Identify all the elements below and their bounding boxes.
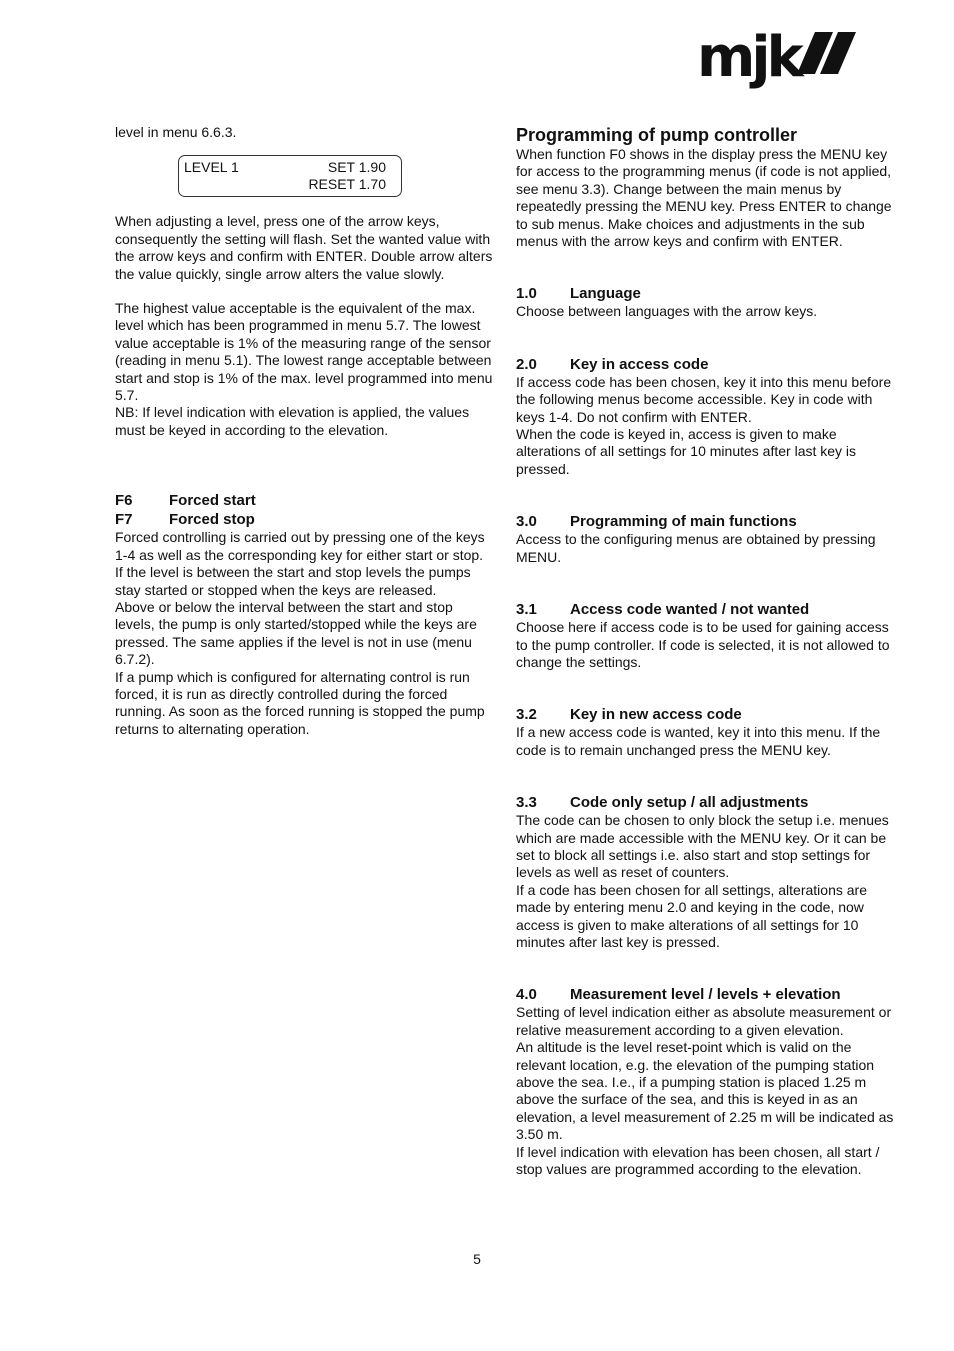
logo-text: mjk <box>697 26 800 90</box>
lcd-level: LEVEL 1 <box>184 159 239 176</box>
section-title: Key in new access code <box>570 706 742 724</box>
section-heading-3-2 <box>516 705 896 724</box>
section-number: F7 <box>115 511 133 529</box>
paragraph: Above or below the interval between the start and stop levels, the pump is only started/stopped while the keys are pressed. The same applies if the level is not in use (menu 6.7.2). <box>115 598 477 668</box>
section-title: Access code wanted / not wanted <box>570 601 810 619</box>
paragraph: If the level is between the start and stop levels the pumps stay started or stopped when the keys are released. <box>115 564 471 598</box>
paragraph: Setting of level indication either as absolute measurement or relative measurement according to a given elevation. <box>516 1004 892 1038</box>
lcd-display <box>178 155 402 197</box>
section-number: 3.0 <box>516 513 537 531</box>
section-title: Language <box>570 285 641 303</box>
paragraph: NB: If level indication with elevation is applied, the values must be keyed in according to the elevation. <box>115 404 470 438</box>
section-title: Key in access code <box>570 355 709 373</box>
paragraph: If a new access code is wanted, key it into this menu. If the code is to remain unchanged press the MENU key. <box>516 724 881 758</box>
paragraph: When adjusting a level, press one of the arrow keys, consequently the setting will flash. Set the wanted value with the arrow keys and confirm with ENTER. Double arrow alters the value quickly, single arrow alters the value slowly. <box>115 213 493 282</box>
lcd-set: SET 1.90 <box>327 159 386 176</box>
page-heading: Programming of pump controller <box>516 125 798 145</box>
paragraph: The highest value acceptable is the equivalent of the max. level which has been programmed in menu 5.7. The lowest value acceptable is 1% of the measuring range of the sensor (reading in menu 5.1). The lowest range acceptable between start and stop is 1% of the max. level programmed into menu 5.7. <box>115 300 493 404</box>
section-heading-f7 <box>115 510 495 529</box>
section-title: Measurement level / levels + elevation <box>570 986 841 1004</box>
paragraph: The code can be chosen to only block the setup i.e. menues which are made accessible with the MENU key. Or it can be set to block all settings i.e. also start and stop settings for levels as well as reset of counters. <box>516 812 889 881</box>
paragraph: If a code has been chosen for all settings, alterations are made by entering menu 2.0 and keying in the code, now access is given to make alterations of all settings for 10 minutes after last key is pressed. <box>516 881 867 950</box>
section-number: 3.1 <box>516 601 537 619</box>
paragraph: If level indication with elevation has been chosen, all start / stop values are programmed according to the elevation. <box>516 1143 880 1178</box>
paragraph: If a pump which is configured for alternating control is run forced, it is run as directly controlled during the forced running. As soon as the forced running is stopped the pump returns to alternating operation. <box>115 668 485 737</box>
page-number: 5 <box>473 1251 481 1267</box>
section-title: Code only setup / all adjustments <box>570 794 809 812</box>
section-number: 4.0 <box>516 986 537 1004</box>
section-heading-4-0 <box>516 985 896 1004</box>
paragraph: Choose here if access code is to be used for gaining access to the pump controller. If code is selected, it is not allowed to change the settings. <box>516 619 890 670</box>
paragraph: When function F0 shows in the display press the MENU key for access to the programming menus (if code is not applied, see menu 3.3). Change between the main menus by repeatedly pressing the MENU key. Press ENTER to change to sub menus. Make choices and adjustments in the sub menus with the arrow keys and confirm with ENTER. <box>516 146 892 250</box>
section-title: Programming of main functions <box>570 513 797 531</box>
section-heading-3-3 <box>516 793 896 812</box>
section-heading-2-0 <box>516 355 896 374</box>
section-heading-f6 <box>115 491 495 510</box>
section-title: Forced start <box>169 492 256 510</box>
intro-text: level in menu 6.6.3. <box>115 124 237 140</box>
section-number: F6 <box>115 492 133 510</box>
section-number: 2.0 <box>516 355 537 373</box>
lcd-reset: RESET 1.70 <box>308 176 386 193</box>
paragraph: Forced controlling is carried out by pressing one of the keys 1-4 as well as the corresponding key for either start or stop. <box>115 529 485 563</box>
section-number: 3.3 <box>516 794 537 812</box>
section-number: 3.2 <box>516 706 537 724</box>
section-heading-3-1 <box>516 600 896 619</box>
paragraph: Access to the configuring menus are obtained by pressing MENU. <box>516 531 876 565</box>
right-column <box>516 124 896 1178</box>
paragraph: Choose between languages with the arrow keys. <box>516 303 818 320</box>
paragraph: If access code has been chosen, key it into this menu before the following menus become accessible. Key in code with keys 1-4. Do not confirm with ENTER. <box>516 373 892 425</box>
paragraph: An altitude is the level reset-point which is valid on the relevant location, e.g. the elevation of the pumping station above the sea. I.e., if a pumping station is placed 1.25 m above the surface of the sea, and this is keyed in as an elevation, a level measurement of 2.25 m will be indicated as 3.50 m. <box>516 1039 894 1143</box>
paragraph: When the code is keyed in, access is given to make alterations of all settings for 10 minutes after last key is pressed. <box>516 426 857 477</box>
section-number: 1.0 <box>516 285 537 303</box>
section-title: Forced stop <box>169 511 255 529</box>
left-column <box>115 124 495 738</box>
section-heading-3-0 <box>516 512 896 531</box>
section-heading-1-0 <box>516 284 896 303</box>
mjk-logo <box>697 26 863 94</box>
